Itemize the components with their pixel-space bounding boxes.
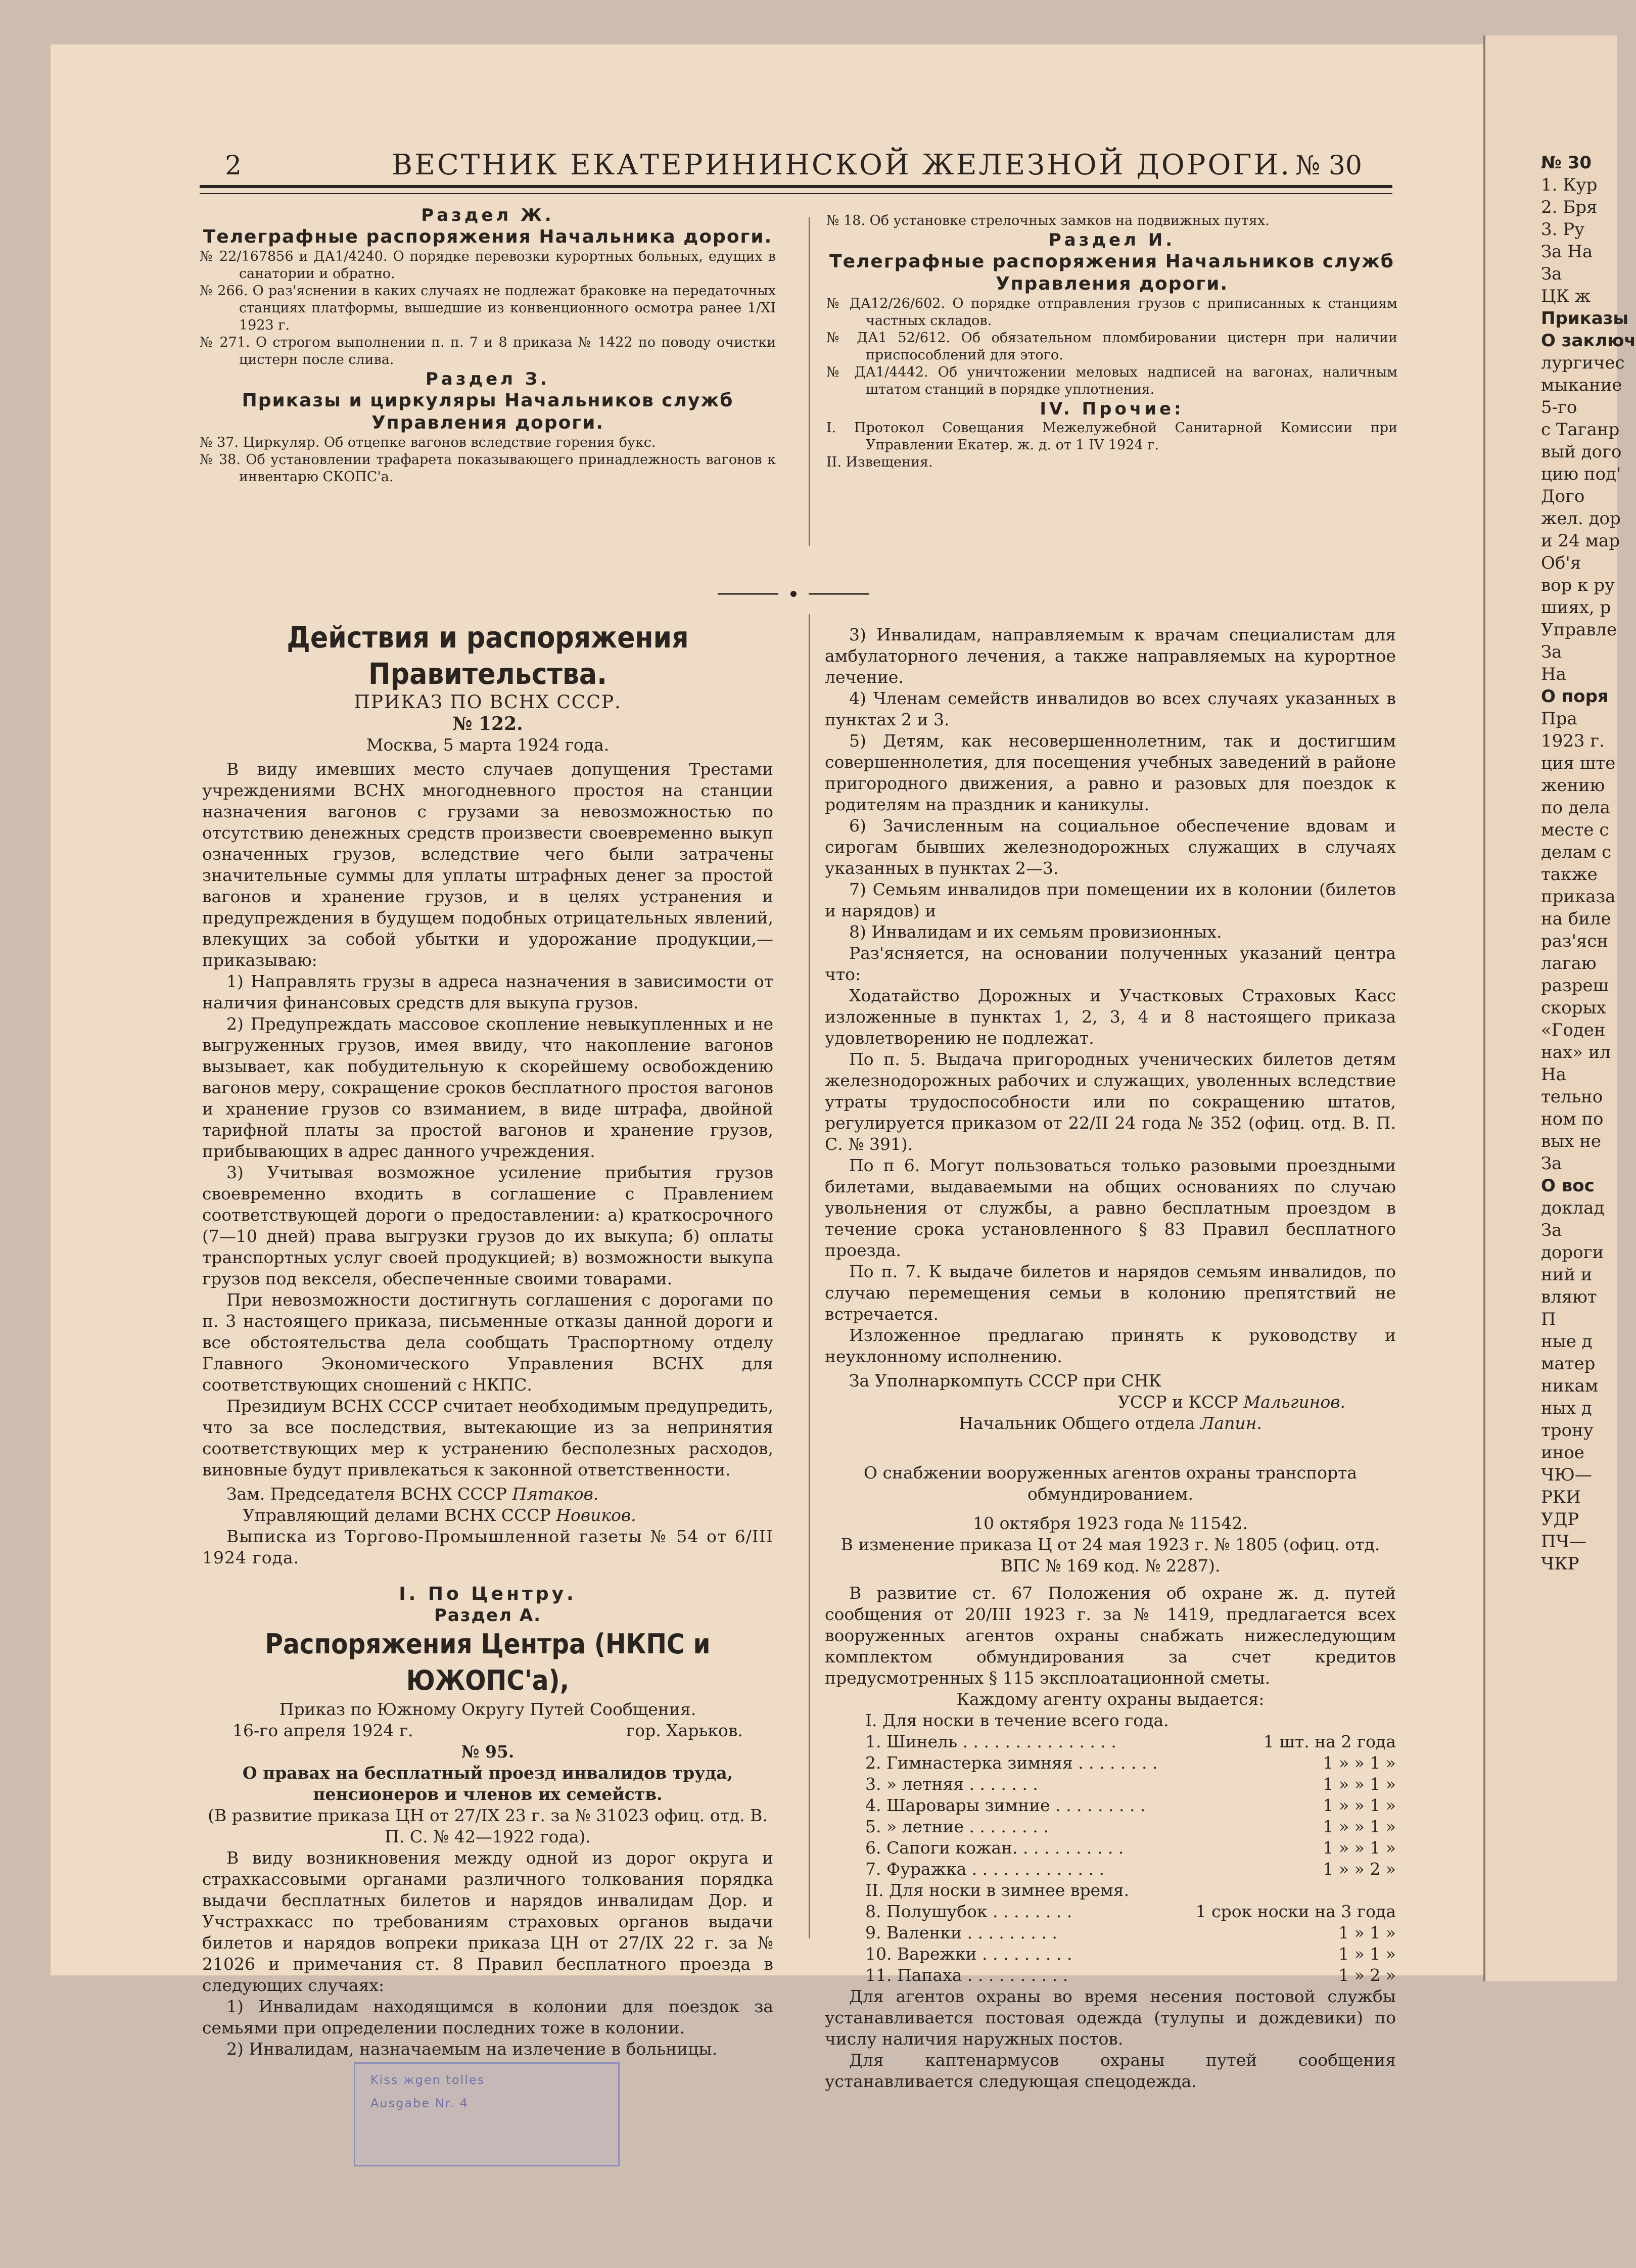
next-page-line: Дого — [1541, 486, 1585, 506]
contents-right — [826, 212, 1397, 471]
item-name: 3. » летняя . . . . . . . — [865, 1774, 1038, 1794]
next-page-line: ЧЮ— — [1541, 1465, 1592, 1485]
item-name: 11. Папаха . . . . . . . . . . — [865, 1965, 1068, 1985]
paragraph: 2) Инвалидам, назначаемым на излечение в больницы. — [226, 2039, 718, 2059]
section-i: Раздел И. — [1048, 230, 1176, 250]
item-quantity: 1 » 1 » — [1338, 1923, 1396, 1942]
next-page-line: 2. Бря — [1541, 197, 1598, 217]
order2-place: гор. Харьков. — [626, 1721, 743, 1740]
list-item — [865, 1752, 1396, 1774]
paragraph: 4) Членам семейств инвалидов во всех случаях указанных в пунктах 2 и 3. — [825, 688, 1396, 729]
list-heading: I. Для носки в течение всего года. — [865, 1710, 1169, 1730]
next-page-line: ПЧ— — [1541, 1532, 1586, 1552]
column-divider — [809, 614, 810, 1938]
item-quantity: 1 » » 1 » — [1323, 1795, 1396, 1815]
next-page-line: доклад — [1541, 1198, 1605, 1218]
list-item — [865, 1859, 1396, 1880]
paragraph: Президиум ВСНХ СССР считает необходимым предупредить, что за все последствия, вытекающие из за непринятия соответствующих мер к устранению бесполезных расходов, виновные будут привлекаться к законной ответственности. — [202, 1396, 773, 1479]
paragraph: Изложенное предлагаю принять к руководству и неуклонному исполнению. — [825, 1325, 1396, 1366]
list-item — [865, 1965, 1396, 1986]
next-page-line: 1923 г. — [1541, 731, 1605, 751]
next-page-line: матер — [1541, 1354, 1596, 1374]
next-page-line: № 30 — [1541, 153, 1592, 173]
next-page-line: За На — [1541, 242, 1593, 262]
list-item — [865, 1816, 1396, 1837]
next-page-fragments — [1541, 152, 1636, 1575]
next-page-line: УДР — [1541, 1509, 1579, 1530]
item-quantity: 1 шт. на 2 года — [1263, 1732, 1396, 1751]
next-page-line: также — [1541, 864, 1598, 885]
next-page-line: дороги — [1541, 1242, 1604, 1263]
next-page-line: За — [1541, 264, 1562, 284]
next-page-line: Об'я — [1541, 553, 1581, 573]
newspaper-title: ВЕСТНИК ЕКАТЕРИНИНСКОЙ ЖЕЛЕЗНОЙ ДОРОГИ. — [392, 149, 1292, 181]
paragraph: 6) Зачисленным на социальное обеспечение вдовам и сирогам бывших железнодорожных служащих в случаях указанных в пунктах 2—3. — [825, 816, 1396, 878]
next-page-line: О вос — [1541, 1176, 1595, 1196]
order2-date: 16-го апреля 1924 г. — [232, 1721, 413, 1740]
ornament-divider — [718, 586, 869, 601]
paragraph: 8) Инвалидам и их семьям провизионных. — [849, 922, 1222, 942]
signature-name: Новиков. — [556, 1505, 636, 1525]
next-page-line: ных д — [1541, 1398, 1592, 1418]
order2-subject: О правах на бесплатный проезд инвалидов труда, пенсионеров и членов их семейств. — [242, 1763, 733, 1804]
next-page-line: Пра — [1541, 709, 1577, 729]
contents-left — [200, 205, 776, 486]
next-page-line: На — [1541, 1064, 1566, 1085]
contents-item[interactable]: № 271. О строгом выполнении п. п. 7 и 8 приказа № 1422 по поводу очистки цистерн после слива. — [200, 335, 776, 367]
paragraph: 5) Детям, как несовершеннолетним, так и достигшим совершеннолетия, для посещения учебных заведений в районе пригородного движения, а равно и разовых для поездок к родителям на праздник и каникулы. — [825, 731, 1396, 814]
list-item — [865, 1731, 1396, 1752]
item-quantity: 1 » 1 » — [1338, 1944, 1396, 1964]
paragraph: Ходатайство Дорожных и Участковых Страховых Касс изложенные в пунктах 1, 2, 3, 4 и 8 настоящего приказа удовлетворению не подлежат. — [825, 986, 1396, 1048]
next-page-line: жению — [1541, 775, 1605, 796]
next-page-line: На — [1541, 664, 1566, 684]
paragraph: По п. 5. Выдача пригородных ученических билетов детям железнодорожных рабочих и служащих, уволенных вследствие утраты трудоспособности или по сокращению штатов, регулируется приказом от 22/II 24 года № 352 (офиц. отд. В. П. С. № 391). — [825, 1049, 1396, 1154]
next-page-line: ные д — [1541, 1331, 1593, 1352]
next-page-line: 1. Кур — [1541, 175, 1598, 195]
paragraph: 3) Учитывая возможное усиление прибытия грузов своевременно входить в соглашение с Правлением соответствующей дороги о предоставлении: а) краткосрочного (7—10 дней) права выгрузки грузов до их выкупа; б) оплаты транспортных услуг своей продукцией; в) возможности выкупа грузов под векселя, обеспеченные своими товарами. — [202, 1163, 773, 1288]
section-z-title: Приказы и циркуляры Начальников служб Управления дороги. — [242, 390, 734, 433]
next-page-line: вляют — [1541, 1287, 1597, 1307]
order2-reference: (В развитие приказа ЦН от 27/IX 23 г. за № 31023 офиц. отд. В. П. С. № 42—1922 года). — [208, 1806, 768, 1846]
next-page-line: на биле — [1541, 909, 1611, 929]
section-z: Раздел З. — [426, 369, 550, 389]
page-header — [200, 146, 1392, 186]
next-page-line: нах» ил — [1541, 1042, 1611, 1062]
paragraph: Раз'ясняется, на основании полученных указаний центра что: — [825, 943, 1396, 984]
contents-item[interactable]: № 37. Циркуляр. Об отцепке вагонов вследствие горения букс. — [200, 435, 656, 450]
section-i-title: Телеграфные распоряжения Начальников служб Управления дороги. — [829, 251, 1394, 294]
next-page-line: делам с — [1541, 842, 1612, 862]
order2-dateline — [202, 1720, 773, 1741]
item-name: 5. » летние . . . . . . . . — [865, 1817, 1049, 1836]
paragraph: Для каптенармусов охраны путей сообщения устанавливается следующая спецодежда. — [825, 2050, 1396, 2091]
issue-number: № 30 — [1295, 151, 1362, 181]
list-item — [865, 1837, 1396, 1859]
item-name: 9. Валенки . . . . . . . . . — [865, 1923, 1057, 1942]
next-page-line: О заключ — [1541, 331, 1636, 351]
next-page-line: раз'ясн — [1541, 931, 1609, 951]
item-name: 10. Варежки . . . . . . . . . — [865, 1944, 1072, 1964]
order3-subject: О снабжении вооруженных агентов охраны транспорта обмундированием. — [863, 1463, 1358, 1504]
next-page-line: ний и — [1541, 1265, 1593, 1285]
signature-role: Управляющий делами ВСНХ СССР — [243, 1505, 551, 1525]
paragraph: По п 6. Могут пользоваться только разовыми проездными билетами, выдаваемыми на общих основаниях по случаю увольнения от службы, а равно бесплатным проездом в течение срока установленного § 83 Правил бесплатного проезда. — [825, 1155, 1396, 1260]
next-page-line: с Таганр — [1541, 420, 1620, 440]
signature-role: За Уполнаркомпуть СССР при СНК — [849, 1371, 1162, 1391]
next-page-line: тельно — [1541, 1087, 1603, 1107]
signature-line — [825, 1392, 1396, 1413]
signature-role: Начальник Общего отдела — [959, 1413, 1195, 1433]
next-page-line: ЦК ж — [1541, 286, 1591, 306]
item-name: 7. Фуражка . . . . . . . . . . . . . — [865, 1859, 1104, 1879]
government-heading: Действия и распоряжения Правительства. — [287, 620, 689, 691]
left-column — [202, 619, 773, 2060]
contents-item[interactable]: № 22/167856 и ДА1/4240. О порядке перевозки курортных больных, едущих в санатории и обратно. — [200, 249, 776, 282]
uniform-list-year — [825, 1731, 1396, 1880]
stamp-line: Kiss жgen tolles — [370, 2073, 485, 2087]
order-number: № 122. — [452, 713, 523, 734]
paragraph: 3) Инвалидам, направляемым к врачам специалистам для амбулаторного лечения, а также направляемых на курортное лечение. — [825, 625, 1396, 687]
order3-reference: В изменение приказа Ц от 24 мая 1923 г. № 1805 (офиц. отд. ВПС № 169 код. № 2287). — [840, 1535, 1380, 1576]
next-page-line: месте с — [1541, 820, 1609, 840]
paragraph: В развитие ст. 67 Положения об охране ж. д. путей сообщения от 20/III 1923 г. за № 1419, предлагается всех вооруженных агентов охраны снабжать нижеследующим комплектом обмундирования за счет кредитов предусмотренных § 115 эксплоатационной сметы. — [825, 1583, 1396, 1688]
next-page-line: За — [1541, 1220, 1562, 1240]
next-page-line: жел. дор — [1541, 508, 1621, 529]
item-quantity: 1 срок носки на 3 года — [1195, 1902, 1396, 1921]
contents-item[interactable]: № ДА1/4442. Об уничтожении меловых надписей на вагонах, наличным штатом станций в порядке уплотнения. — [826, 364, 1397, 397]
signature-line — [202, 1505, 773, 1526]
next-page-line: О поря — [1541, 686, 1609, 707]
stamp-line: Ausgabe Nr. 4 — [370, 2096, 469, 2110]
next-page-line: скорых — [1541, 998, 1606, 1018]
next-page-line: приказа — [1541, 887, 1616, 907]
item-name: 6. Сапоги кожан. . . . . . . . . . . — [865, 1838, 1124, 1858]
paragraph: 1) Направлять грузы в адреса назначения в зависимости от наличия финансовых средств для выкупа грузов. — [202, 971, 773, 1012]
section-a: Раздел А. — [434, 1605, 542, 1626]
item-quantity: 1 » » 1 » — [1323, 1774, 1396, 1794]
contents-item[interactable]: № ДА1 52/612. Об обязательном пломбировании цистерн при наличии приспособлений для этого. — [826, 330, 1397, 363]
item-quantity: 1 » » 1 » — [1323, 1838, 1396, 1858]
next-page-line: вый дого — [1541, 442, 1622, 462]
order3-each: Каждому агенту охраны выдается: — [956, 1689, 1265, 1709]
next-page-line: 5-го — [1541, 397, 1577, 418]
next-page-line: шиях, р — [1541, 597, 1611, 618]
column-divider-top — [809, 217, 810, 546]
center-section-title: I. По Центру. — [399, 1584, 577, 1604]
list-item — [865, 1795, 1396, 1816]
paragraph: По п. 7. К выдаче билетов и нарядов семьям инвалидов, по случаю перемещения семьи в колонию препятствий не встречается. — [825, 1262, 1396, 1324]
uniform-list-winter — [825, 1901, 1396, 1986]
order-place-date: Москва, 5 марта 1924 года. — [366, 735, 610, 755]
next-page-line: никам — [1541, 1376, 1599, 1396]
next-page-line: ция ште — [1541, 753, 1616, 773]
next-page-line: ЧКР — [1541, 1554, 1579, 1574]
paragraph: 2) Предупреждать массовое скопление невыкупленных и не выгруженных грузов, имея ввиду, что накопление вагонов вызывает, как побудительную к скорейшему освобождению вагонов меру, сокращение сроков бесплатного простоя вагонов и хранение грузов со взиманием, в виде штрафа, двойной тарифной платы за простой вагонов и хранение грузов, прибывающих в адрес данного учреждения. — [202, 1014, 773, 1161]
next-page-line: цию под' — [1541, 464, 1621, 484]
item-quantity: 1 » » 1 » — [1323, 1817, 1396, 1836]
next-page-line: иное — [1541, 1443, 1584, 1463]
item-name: 4. Шаровары зимние . . . . . . . . . — [865, 1795, 1146, 1815]
next-page-line: по дела — [1541, 798, 1610, 818]
list-item — [865, 1774, 1396, 1795]
order3-date: 10 октября 1923 года № 11542. — [973, 1513, 1248, 1533]
next-page-line: вор к ру — [1541, 575, 1615, 595]
next-page-line: За — [1541, 642, 1562, 662]
next-page-line: трону — [1541, 1420, 1594, 1441]
signature-line — [202, 1484, 773, 1505]
next-page-line: 3. Ру — [1541, 219, 1585, 240]
signature-line — [825, 1413, 1396, 1434]
next-page-line: П — [1541, 1309, 1556, 1329]
header-rule — [200, 185, 1392, 194]
signature-role: Зам. Председателя ВСНХ СССР — [226, 1484, 507, 1504]
paragraph: В виду имевших место случаев допущения Трестами учреждениями ВСНХ многодневного простоя на станции назначения вагонов с грузами за невозможностью по отсутствию денежных средств произвести своевременно выкуп означенных грузов, вследствие чего были затрачены значительные суммы для уплаты штрафных денег за простой вагонов и хранение грузов, и в целях устранения и предупреждения в будущем подобных отрицательных явлений, влекущих за собой убытки и удорожание продукции,— приказываю: — [202, 759, 773, 970]
next-page-line: РКИ — [1541, 1487, 1581, 1507]
order2-number: № 95. — [461, 1742, 515, 1762]
center-heading: Распоряжения Центра (НКПС и ЮЖОПС'а), — [265, 1628, 711, 1696]
contents-item[interactable]: № 266. О раз'яснении в каких случаях не подлежат браковке на передаточных станциях платформы, вышедшие из конвенционного осмотра ранее 1/XI 1923 г. — [200, 283, 776, 333]
signature-name: Лапин. — [1200, 1413, 1262, 1433]
next-page-edge — [1483, 35, 1636, 1981]
order-title: ПРИКАЗ ПО ВСНХ СССР. — [354, 692, 622, 713]
list-item — [865, 1943, 1396, 1965]
paragraph: В виду возникновения между одной из дорог округа и страхкассовыми органами различного толкования порядка выдачи бесплатных билетов и нарядов инвалидам Дор. и Учстрахкасс по требованиям страховых органов выдачи билетов и нарядов вопреки приказа ЦН от 27/IX 22 г. за № 21026 и примечания ст. 8 Правил бесплатного проезда в следующих случаях: — [202, 1848, 773, 1995]
contents-item[interactable]: № ДА12/26/602. О порядке отправления грузов с приписанных к станциям частных складов. — [826, 296, 1397, 329]
right-column — [825, 624, 1396, 2092]
section-iv: IV. Прочие: — [1040, 399, 1184, 419]
next-page-line: Приказы — [1541, 308, 1629, 329]
list-item — [865, 1922, 1396, 1943]
extract-note: Выписка из Торгово-Промышленной газеты № 54 от 6/III 1924 года. — [202, 1526, 773, 1567]
contents-item[interactable]: I. Протокол Совещания Межелужебной Санитарной Комиссии при Управлении Екатер. ж. д. от 1 IV 1924 г. — [826, 420, 1397, 453]
contents-item[interactable]: № 38. Об установлении трафарета показывающего принадлежность вагонов к инвентарю СКОПС'а. — [200, 452, 776, 485]
item-quantity: 1 » 2 » — [1338, 1965, 1396, 1985]
item-quantity: 1 » » 2 » — [1323, 1859, 1396, 1879]
next-page-line: За — [1541, 1153, 1562, 1174]
signature-name: Мальгинов. — [1243, 1392, 1345, 1412]
next-page-line: лургичес — [1541, 353, 1625, 373]
next-page-line: разреш — [1541, 976, 1609, 996]
paragraph: 1) Инвалидам находящимся в колонии для поездок за семьями при определении последних тоже в колонии. — [202, 1997, 773, 2038]
next-page-line: ном по — [1541, 1109, 1604, 1129]
next-page-line: вых не — [1541, 1131, 1601, 1151]
section-zh-title: Телеграфные распоряжения Начальника дороги. — [203, 226, 773, 247]
item-quantity: 1 » » 1 » — [1323, 1753, 1396, 1773]
list-heading: II. Для носки в зимнее время. — [865, 1880, 1130, 1900]
signature-name: Пятаков. — [512, 1484, 599, 1504]
item-name: 2. Гимнастерка зимняя . . . . . . . . — [865, 1753, 1158, 1773]
library-stamp — [354, 2062, 620, 2166]
next-page-line: «Годен — [1541, 1020, 1606, 1040]
list-item — [865, 1901, 1396, 1922]
signature-role: УССР и КССР — [1118, 1392, 1238, 1412]
paragraph: Для агентов охраны во время несения постовой службы устанавливается постовая одежда (тулупы и дождевики) по числу наличия наружных постов. — [825, 1986, 1396, 2049]
page-number: 2 — [225, 151, 242, 181]
contents-item[interactable]: II. Извещения. — [826, 454, 933, 470]
item-name: 1. Шинель . . . . . . . . . . . . . . . — [865, 1732, 1116, 1751]
contents-item[interactable]: № 18. Об установке стрелочных замков на подвижных путях. — [826, 213, 1270, 228]
next-page-line: Управле — [1541, 620, 1617, 640]
paragraph: При невозможности достигнуть соглашения с дорогами по п. 3 настоящего приказа, письменные отказы данной дороги и все обстоятельства дела сообщать Траспортному отделу Главного Экономического Управления ВСНХ для соответствующих сношений с НКПС. — [202, 1290, 773, 1395]
next-page-line: и 24 мар — [1541, 531, 1620, 551]
next-page-line: лагаю — [1541, 953, 1597, 974]
item-name: 8. Полушубок . . . . . . . . — [865, 1902, 1072, 1921]
order2-title: Приказ по Южному Округу Путей Сообщения. — [279, 1699, 696, 1719]
next-page-line: мыкание — [1541, 375, 1622, 395]
paragraph: 7) Семьям инвалидов при помещении их в колонии (билетов и нарядов) и — [825, 880, 1396, 920]
section-zh: Раздел Ж. — [421, 205, 554, 225]
